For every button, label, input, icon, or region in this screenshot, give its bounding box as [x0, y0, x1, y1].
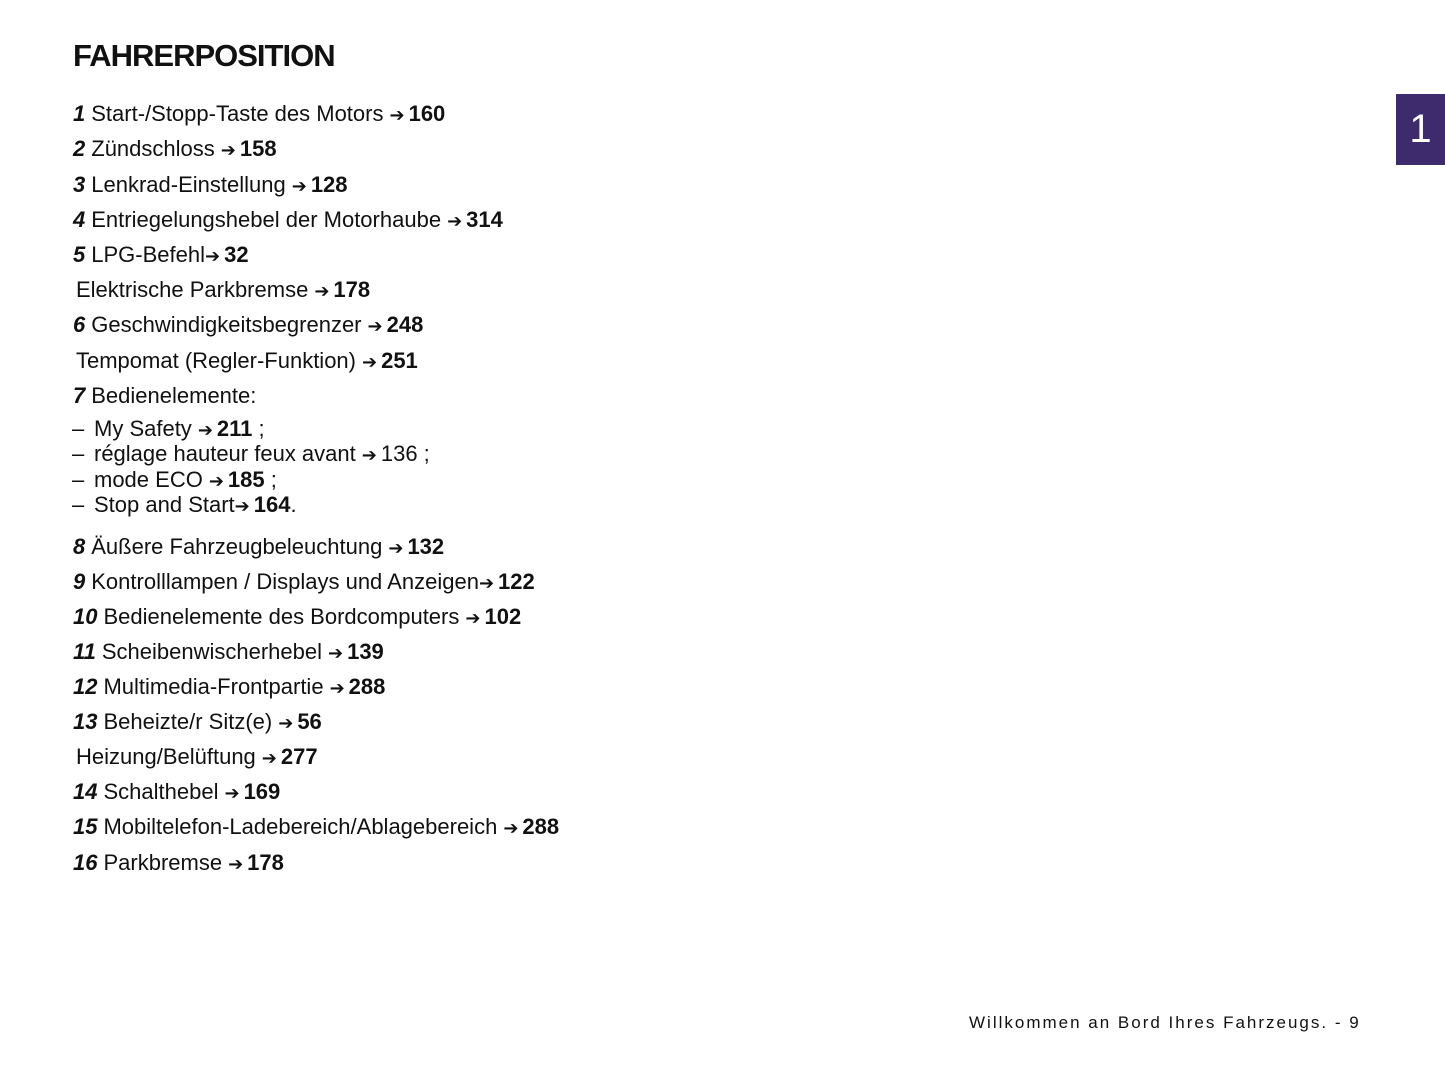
item-label: Schalthebel	[103, 779, 219, 804]
page-reference[interactable]: 178	[333, 277, 371, 302]
item-number: 7	[73, 383, 86, 408]
item-number: 1	[73, 101, 86, 126]
arrow-icon: ➔	[234, 496, 250, 517]
list-item	[73, 312, 423, 340]
item-label: Entriegelungshebel der Motorhaube	[91, 207, 442, 232]
arrow-icon: ➔	[314, 281, 330, 302]
sub-item-label: My Safety	[94, 416, 192, 441]
sub-item-suffix: ;	[252, 416, 265, 441]
arrow-icon: ➔	[361, 352, 378, 373]
item-label: Kontrolllampen / Displays und Anzeigen	[91, 569, 479, 594]
list-item	[73, 674, 385, 702]
list-item	[73, 639, 384, 667]
page-reference[interactable]: 251	[381, 348, 418, 373]
arrow-icon: ➔	[478, 573, 495, 594]
page-reference[interactable]: 160	[408, 101, 446, 126]
page-reference[interactable]: 136	[380, 441, 418, 466]
arrow-icon: ➔	[208, 471, 224, 492]
item-number: 4	[73, 207, 86, 232]
item-label: Lenkrad-Einstellung	[91, 172, 286, 197]
arrow-icon: ➔	[197, 420, 213, 441]
page-reference[interactable]: 32	[224, 242, 249, 267]
page-reference[interactable]: 178	[247, 850, 284, 875]
item-label: Multimedia-Frontpartie	[103, 674, 324, 699]
arrow-icon: ➔	[447, 211, 463, 232]
page-reference[interactable]: 158	[239, 136, 277, 161]
item-number: 11	[73, 639, 96, 664]
item-number: 14	[73, 779, 98, 804]
page-footer: Willkommen an Bord Ihres Fahrzeugs. - 9	[969, 1013, 1361, 1032]
page-reference[interactable]: 288	[522, 814, 560, 839]
sub-item-suffix: .	[290, 492, 297, 517]
list-item	[73, 207, 503, 235]
dash-bullet: –	[72, 416, 85, 441]
arrow-icon: ➔	[327, 643, 344, 664]
list-item	[76, 348, 418, 376]
arrow-icon: ➔	[291, 176, 307, 197]
list-item	[73, 709, 322, 737]
item-number: 3	[73, 172, 86, 197]
page-reference[interactable]: 139	[347, 639, 384, 664]
page-reference[interactable]: 211	[216, 416, 253, 441]
list-item	[76, 277, 370, 305]
item-label: Bedienelemente des Bordcomputers	[103, 604, 460, 629]
dash-bullet: –	[72, 467, 85, 492]
list-item	[73, 383, 256, 409]
page-reference[interactable]: 288	[348, 674, 386, 699]
arrow-icon: ➔	[389, 105, 405, 126]
list-item	[76, 744, 318, 772]
list-item	[73, 136, 277, 164]
page-title: FAHRERPOSITION	[73, 38, 335, 73]
item-label: Geschwindigkeitsbegrenzer	[91, 312, 362, 337]
item-label: Bedienelemente:	[91, 383, 257, 408]
list-item	[73, 814, 559, 842]
dash-bullet: –	[72, 441, 85, 466]
arrow-icon: ➔	[361, 445, 377, 466]
item-label: Scheibenwischerhebel	[101, 639, 322, 664]
sub-item-label: réglage hauteur feux avant	[94, 441, 356, 466]
sub-list-item	[72, 441, 430, 469]
sub-item-suffix: ;	[264, 467, 277, 492]
page-reference[interactable]: 169	[243, 779, 281, 804]
list-item	[73, 779, 280, 807]
item-label: Äußere Fahrzeugbeleuchtung	[91, 534, 383, 559]
page-reference[interactable]: 164	[253, 492, 291, 517]
arrow-icon: ➔	[220, 140, 236, 161]
item-label: Parkbremse	[103, 850, 223, 875]
item-number: 2	[73, 136, 86, 161]
item-number: 5	[73, 242, 86, 267]
item-label: Tempomat (Regler-Funktion)	[76, 348, 356, 373]
item-label: Elektrische Parkbremse	[76, 277, 309, 302]
list-item	[73, 534, 444, 562]
sub-item-label: mode ECO	[94, 467, 203, 492]
item-number: 10	[73, 604, 98, 629]
sub-list-item	[72, 492, 297, 520]
list-item	[73, 172, 348, 200]
item-label: LPG-Befehl	[91, 242, 205, 267]
arrow-icon: ➔	[503, 818, 519, 839]
item-number: 9	[73, 569, 86, 594]
sub-item-label: Stop and Start	[94, 492, 235, 517]
item-label: Zündschloss	[91, 136, 215, 161]
arrow-icon: ➔	[388, 538, 404, 559]
item-number: 6	[73, 312, 86, 337]
arrow-icon: ➔	[367, 316, 383, 337]
arrow-icon: ➔	[204, 246, 221, 267]
list-item	[73, 242, 249, 270]
arrow-icon: ➔	[465, 608, 481, 629]
page-reference[interactable]: 277	[280, 744, 318, 769]
item-label: Heizung/Belüftung	[76, 744, 256, 769]
item-number: 13	[73, 709, 98, 734]
arrow-icon: ➔	[329, 678, 345, 699]
sub-list-item	[72, 467, 277, 495]
page-reference[interactable]: 56	[297, 709, 322, 734]
list-item	[73, 569, 535, 597]
sub-item-suffix: ;	[417, 441, 430, 466]
item-number: 12	[73, 674, 98, 699]
item-number: 15	[73, 814, 98, 839]
sub-list-item	[72, 416, 265, 444]
item-label: Mobiltelefon-Ladebereich/Ablagebereich	[103, 814, 498, 839]
list-item	[73, 850, 284, 878]
page-reference[interactable]: 128	[310, 172, 348, 197]
item-label: Beheizte/r Sitz(e)	[103, 709, 273, 734]
list-item	[73, 101, 445, 129]
item-label: Start-/Stopp-Taste des Motors	[91, 101, 384, 126]
page-reference[interactable]: 102	[484, 604, 522, 629]
arrow-icon: ➔	[228, 854, 244, 875]
arrow-icon: ➔	[278, 713, 294, 734]
page-reference[interactable]: 132	[407, 534, 445, 559]
chapter-tab[interactable]: 1	[1396, 94, 1445, 165]
item-number: 16	[73, 850, 98, 875]
page-reference[interactable]: 314	[466, 207, 503, 232]
dash-bullet: –	[72, 492, 85, 517]
arrow-icon: ➔	[224, 783, 240, 804]
arrow-icon: ➔	[261, 748, 277, 769]
item-number: 8	[73, 534, 86, 559]
page-reference[interactable]: 122	[498, 569, 535, 594]
list-item	[73, 604, 521, 632]
page-reference[interactable]: 185	[227, 467, 265, 492]
page-reference[interactable]: 248	[386, 312, 424, 337]
